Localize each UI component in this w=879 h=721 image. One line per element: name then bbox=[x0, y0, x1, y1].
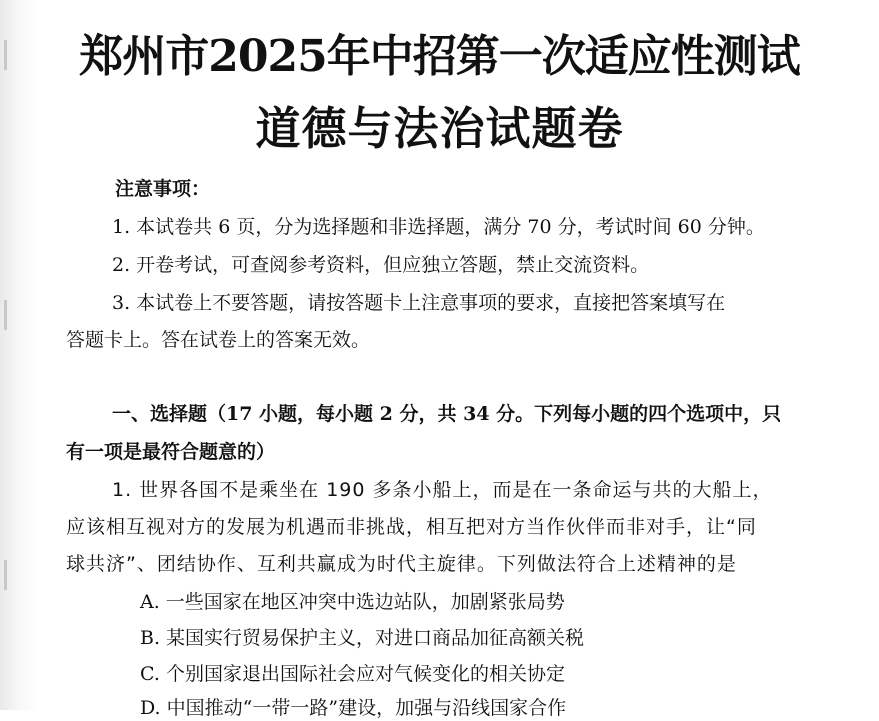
option-b: B. 某国实行贸易保护主义，对进口商品加征高额关税 bbox=[140, 627, 585, 649]
question-stem: 球共济”、团结协作、互利共赢成为时代主旋律。下列做法符合上述精神的是 bbox=[66, 553, 737, 575]
exam-subtitle: 道德与法治试题卷 bbox=[255, 102, 624, 155]
question-stem: 1. 世界各国不是乘坐在 190 多条小船上，而是在一条命运与共的大船上， bbox=[112, 479, 773, 501]
option-a: A. 一些国家在地区冲突中选边站队，加剧紧张局势 bbox=[140, 591, 565, 613]
notes-item: 2. 开卷考试，可查阅参考资料，但应独立答题，禁止交流资料。 bbox=[112, 254, 650, 276]
option-d: D. 中国推动“一带一路”建设，加强与沿线国家合作 bbox=[140, 697, 567, 719]
notes-item: 答题卡上。答在试卷上的答案无效。 bbox=[66, 329, 371, 351]
section-heading-cont: 有一项是最符合题意的） bbox=[66, 441, 276, 463]
exam-title: 郑州市2025年中招第一次适应性测试 bbox=[79, 31, 800, 82]
notes-heading: 注意事项： bbox=[115, 178, 211, 200]
section-heading: 一、选择题（17 小题，每小题 2 分，共 34 分。下列每小题的四个选项中，只 bbox=[112, 403, 782, 425]
question-stem: 应该相互视对方的发展为机遇而非挑战，相互把对方当作伙伴而非对手，让“同 bbox=[66, 516, 757, 538]
page-edge-mark bbox=[4, 300, 7, 330]
notes-item: 3. 本试卷上不要答题，请按答题卡上注意事项的要求，直接把答案填写在 bbox=[112, 292, 726, 314]
page-edge-mark bbox=[4, 560, 7, 590]
notes-item: 1. 本试卷共 6 页，分为选择题和非选择题，满分 70 分，考试时间 60 分钟。 bbox=[112, 216, 765, 238]
option-c: C. 个别国家退出国际社会应对气候变化的相关协定 bbox=[140, 663, 565, 685]
